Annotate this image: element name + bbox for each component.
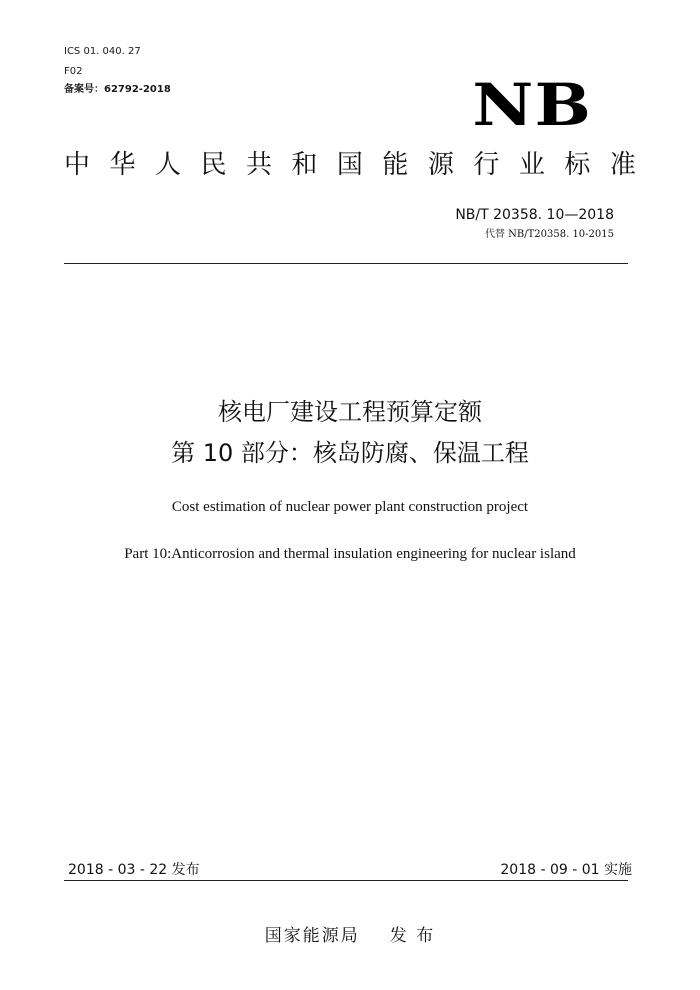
industry-title-char: 能 [382, 150, 409, 180]
nb-logo: NB [472, 71, 592, 139]
record-number: 备案号：62792-2018 [64, 84, 171, 95]
industry-title-char: 源 [427, 150, 454, 180]
industry-title-char: 人 [154, 150, 181, 180]
header-divider [64, 263, 628, 264]
ics-code: ICS 01. 040. 27 [64, 46, 141, 57]
chinese-title-line-1: 核电厂建设工程预算定额 [218, 398, 482, 426]
standard-number: NB/T 20358. 10—2018 [455, 207, 614, 223]
industry-standard-title [64, 148, 636, 182]
implementation-date: 2018 - 09 - 01 实施 [500, 862, 632, 878]
english-title-line-1: Cost estimation of nuclear power plant construction project [171, 499, 529, 515]
issue-date: 2018 - 03 - 22 发布 [68, 862, 200, 878]
issue-word: 发 布 [389, 926, 436, 946]
industry-title-char: 标 [564, 150, 591, 180]
chinese-title-line-2: 第 10 部分：核岛防腐、保温工程 [171, 439, 529, 467]
industry-title-char: 共 [245, 150, 272, 180]
industry-title-char: 华 [109, 150, 136, 180]
industry-title-char: 和 [291, 150, 318, 180]
industry-title-char: 行 [473, 150, 500, 180]
replaces-standard: 代替 NB/T20358. 10-2015 [484, 229, 614, 240]
industry-title-char: 业 [518, 150, 545, 180]
issuer-line [0, 925, 700, 947]
industry-title-char: 国 [336, 150, 363, 180]
english-title-line-2: Part 10:Anticorrosion and thermal insulation engineering for nuclear island [124, 546, 576, 562]
classification-code: F02 [64, 66, 83, 77]
issuer-name: 国家能源局 [264, 926, 360, 946]
industry-title-char: 民 [200, 150, 227, 180]
footer-divider [64, 880, 628, 881]
industry-title-char: 中 [64, 150, 91, 180]
industry-title-char: 准 [609, 150, 636, 180]
